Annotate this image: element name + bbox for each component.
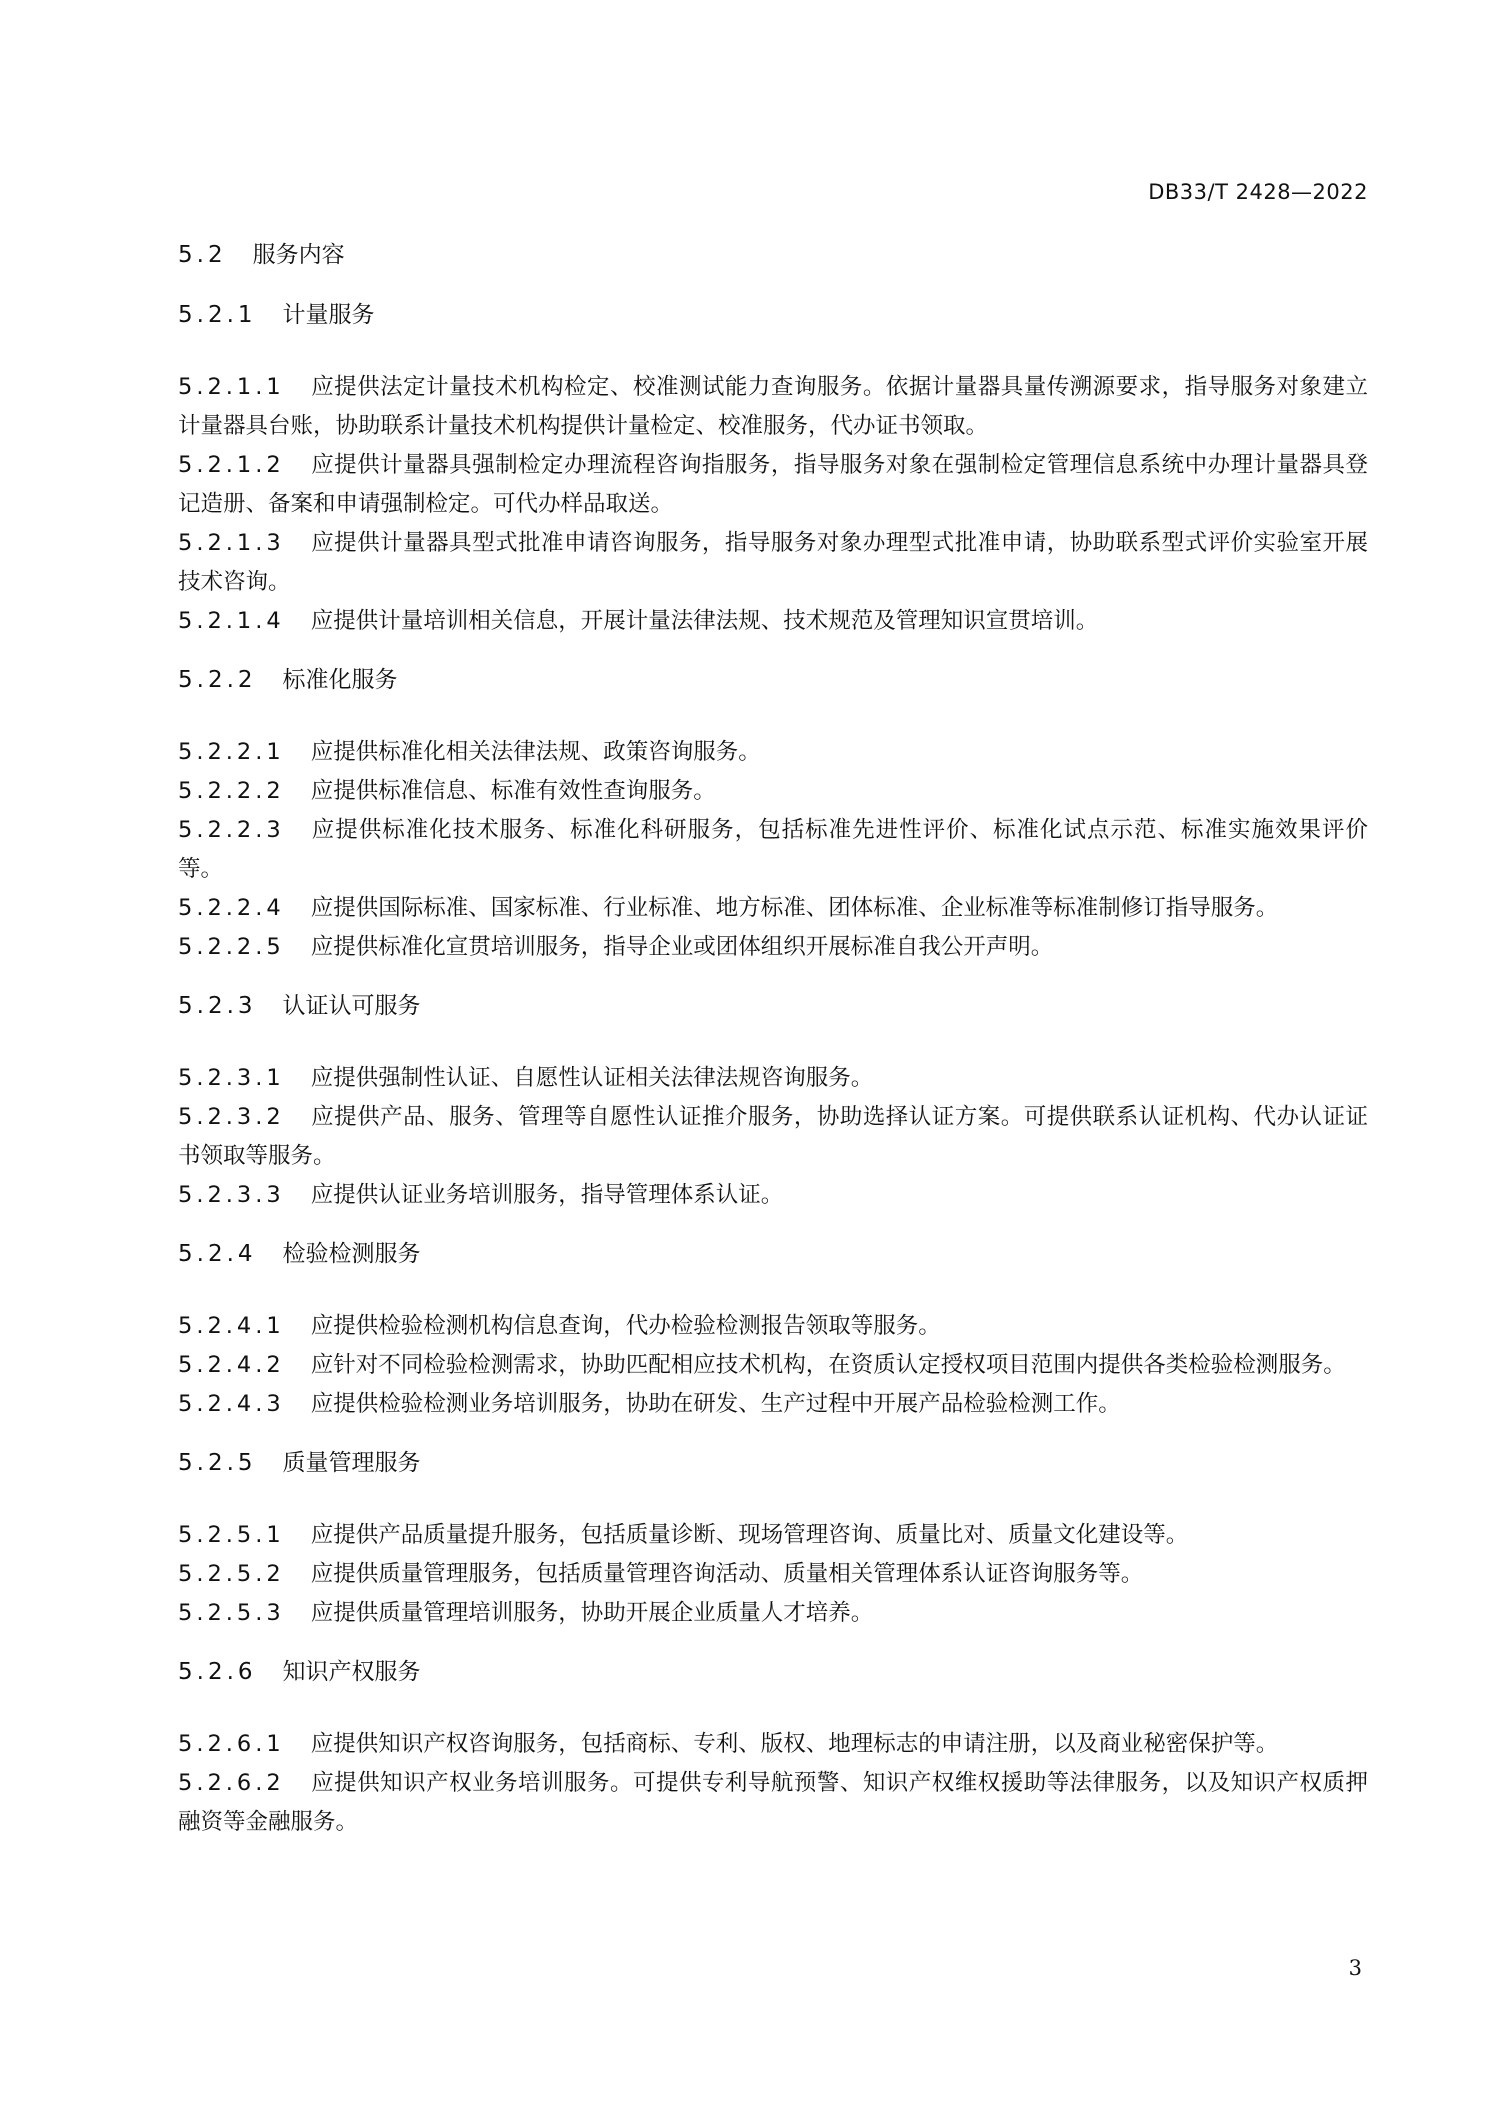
clause [178,772,1368,811]
clause-text: 应针对不同检验检测需求，协助匹配相应技术机构，在资质认定授权项目范围内提供各类检验检测服务。 [310,1352,1346,1378]
subsection-heading [178,1237,1368,1307]
clause [178,1307,1368,1346]
document-body [178,238,1368,1864]
clause-text: 应提供标准信息、标准有效性查询服务。 [310,778,716,804]
clause-text: 应提供标准化相关法律法规、政策咨询服务。 [310,739,761,765]
subsection-heading [178,1655,1368,1725]
clause-text: 应提供知识产权咨询服务，包括商标、专利、版权、地理标志的申请注册，以及商业秘密保护等。 [310,1731,1279,1757]
clause-number: 5.2.1.4 [178,608,285,634]
subsection-number: 5.2.5 [178,1450,257,1476]
subsection-title: 计量服务 [282,302,375,328]
subsection-heading [178,298,1368,368]
clause-number: 5.2.1.2 [178,452,285,478]
subsection-title: 检验检测服务 [282,1241,421,1267]
clause-number: 5.2.3.3 [178,1182,285,1208]
subsection-list [178,298,1368,1842]
clause-text: 应提供国际标准、国家标准、行业标准、地方标准、团体标准、企业标准等标准制修订指导服务。 [310,895,1279,921]
clause-number: 5.2.4.2 [178,1352,285,1378]
clause-number: 5.2.6.2 [178,1770,285,1796]
subsection-title: 知识产权服务 [282,1659,421,1685]
clause-text: 应提供质量管理服务，包括质量管理咨询活动、质量相关管理体系认证咨询服务等。 [310,1561,1144,1587]
clause-text: 应提供产品、服务、管理等自愿性认证推介服务，协助选择认证方案。可提供联系认证机构、代办认证证书领取等服务。 [178,1104,1368,1169]
clause-text: 应提供检验检测机构信息查询，代办检验检测报告领取等服务。 [310,1313,941,1339]
clause-text: 应提供检验检测业务培训服务，协助在研发、生产过程中开展产品检验检测工作。 [310,1391,1121,1417]
subsection [178,298,1368,641]
standard-code: DB33/T 2428—2022 [1148,180,1368,204]
clause [178,1594,1368,1633]
clause-text: 应提供标准化技术服务、标准化科研服务，包括标准先进性评价、标准化试点示范、标准实施效果评价等。 [178,817,1368,882]
clause-number: 5.2.3.2 [178,1104,285,1130]
subsection [178,1237,1368,1424]
subsection [178,1446,1368,1633]
clause-number: 5.2.5.1 [178,1522,285,1548]
clause-number: 5.2.2.3 [178,817,285,843]
clause-number: 5.2.2.2 [178,778,285,804]
subsection-number: 5.2.2 [178,667,257,693]
clause-number: 5.2.6.1 [178,1731,285,1757]
clause [178,1555,1368,1594]
subsection-title: 质量管理服务 [282,1450,421,1476]
clause-number: 5.2.2.5 [178,934,285,960]
clause [178,1176,1368,1215]
clause-number: 5.2.1.1 [178,374,285,400]
clause-text: 应提供计量器具型式批准申请咨询服务，指导服务对象办理型式批准申请，协助联系型式评价实验室开展技术咨询。 [178,530,1368,595]
clause-number: 5.2.3.1 [178,1065,285,1091]
clause-text: 应提供产品质量提升服务，包括质量诊断、现场管理咨询、质量比对、质量文化建设等。 [310,1522,1189,1548]
clause-text: 应提供标准化宣贯培训服务，指导企业或团体组织开展标准自我公开声明。 [310,934,1054,960]
clause [178,889,1368,928]
clause [178,733,1368,772]
clause [178,811,1368,889]
subsection-number: 5.2.1 [178,302,257,328]
clause [178,1346,1368,1385]
clause [178,1059,1368,1098]
clause-number: 5.2.5.3 [178,1600,285,1626]
subsection [178,1655,1368,1842]
subsection-title: 认证认可服务 [282,993,421,1019]
subsection-heading [178,1446,1368,1516]
clause [178,1764,1368,1842]
clause-number: 5.2.2.1 [178,739,285,765]
clause-text: 应提供强制性认证、自愿性认证相关法律法规咨询服务。 [310,1065,874,1091]
section-heading [178,238,1368,298]
subsection-heading [178,663,1368,733]
clause-number: 5.2.2.4 [178,895,285,921]
clause-text: 应提供计量培训相关信息，开展计量法律法规、技术规范及管理知识宣贯培训。 [310,608,1099,634]
clause [178,368,1368,446]
section-title: 服务内容 [252,242,345,268]
clause [178,524,1368,602]
clause-number: 5.2.5.2 [178,1561,285,1587]
clause-text: 应提供认证业务培训服务，指导管理体系认证。 [310,1182,784,1208]
subsection [178,989,1368,1215]
subsection-number: 5.2.4 [178,1241,257,1267]
subsection-title: 标准化服务 [282,667,398,693]
clause-text: 应提供质量管理培训服务，协助开展企业质量人才培养。 [310,1600,874,1626]
clause-text: 应提供法定计量技术机构检定、校准测试能力查询服务。依据计量器具量传溯源要求，指导服务对象建立计量器具台账，协助联系计量技术机构提供计量检定、校准服务，代办证书领取。 [178,374,1368,439]
clause-text: 应提供知识产权业务培训服务。可提供专利导航预警、知识产权维权援助等法律服务，以及知识产权质押融资等金融服务。 [178,1770,1368,1835]
clause-number: 5.2.4.1 [178,1313,285,1339]
subsection-number: 5.2.6 [178,1659,257,1685]
clause [178,928,1368,967]
clause-number: 5.2.1.3 [178,530,285,556]
page-number: 3 [1348,1956,1362,1980]
clause [178,446,1368,524]
clause [178,1098,1368,1176]
subsection-number: 5.2.3 [178,993,257,1019]
clause [178,1385,1368,1424]
clause-text: 应提供计量器具强制检定办理流程咨询指服务，指导服务对象在强制检定管理信息系统中办理计量器具登记造册、备案和申请强制检定。可代办样品取送。 [178,452,1368,517]
subsection [178,663,1368,967]
subsection-heading [178,989,1368,1059]
clause [178,602,1368,641]
clause [178,1516,1368,1555]
clause-number: 5.2.4.3 [178,1391,285,1417]
section-number: 5.2 [178,242,227,268]
clause [178,1725,1368,1764]
